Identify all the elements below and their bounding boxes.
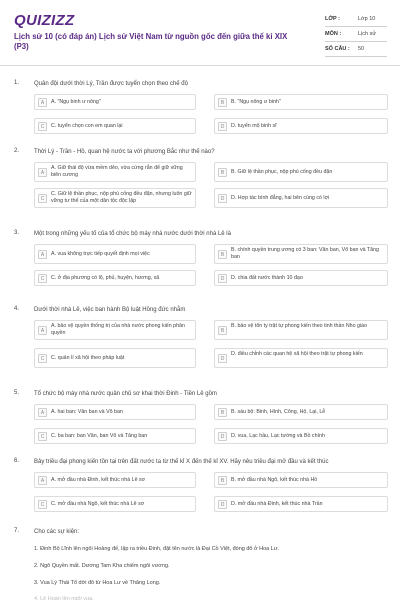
option-text: D. vua, Lạc hầu, Lạc tướng và Bồ chính: [231, 433, 325, 439]
option-text: C. mở đầu nhà Ngô, kết thúc nhà Lê sơ: [51, 501, 145, 507]
option-letter: B: [218, 168, 227, 177]
worksheet-meta: [325, 12, 387, 57]
option-c[interactable]: [34, 118, 196, 134]
meta-row-question-count: [325, 42, 387, 57]
option-text: A. vua không trực tiếp quyết định mọi việc: [51, 251, 150, 257]
option-letter: A: [38, 326, 47, 335]
option-text: C. ở địa phương có lộ, phủ, huyện, hương, xã: [51, 275, 160, 281]
meta-value: Lịch sử: [358, 31, 377, 37]
option-text: D. mở đầu nhà Đinh, kết thúc nhà Trần: [231, 501, 323, 507]
event-item: 4. Lê Hoàn lên ngôi vua.: [34, 596, 94, 600]
option-text: A. bảo vệ quyền thống trị của nhà nước phong kiến phân quyền: [51, 323, 185, 336]
option-text: D. tuyển mộ binh sĩ: [231, 123, 277, 129]
option-letter: C: [38, 274, 47, 283]
question-number: 2.: [14, 148, 20, 154]
option-c[interactable]: [34, 348, 196, 368]
question-number: 7.: [14, 528, 20, 534]
option-letter: D: [218, 354, 227, 363]
option-b[interactable]: [214, 94, 388, 110]
option-a[interactable]: [34, 94, 196, 110]
option-a[interactable]: [34, 320, 196, 340]
question-text: Bảy triều đại phong kiến tồn tại trên đất nước ta từ thế kỉ X đến thế kỉ XV. Hãy nêu triều đại mở đầu và kết thúc: [34, 459, 329, 465]
option-text: D. chia đất nước thành 10 đạo: [231, 275, 303, 281]
option-letter: C: [38, 432, 47, 441]
option-text: C. quản lí xã hội theo pháp luật: [51, 355, 125, 361]
option-letter: D: [218, 500, 227, 509]
option-text: B. "Ngụ nông ư binh": [231, 99, 281, 105]
option-c[interactable]: [34, 270, 196, 286]
question-text: Thời Lý - Trần - Hồ, quan hệ nước ta với phương Bắc như thế nào?: [34, 149, 215, 155]
option-letter: B: [218, 98, 227, 107]
option-letter: D: [218, 274, 227, 283]
option-letter: A: [38, 408, 47, 417]
question-text: Một trong những yếu tố của tổ chức bộ máy nhà nước dưới thời nhà Lê là: [34, 231, 231, 237]
option-letter: B: [218, 476, 227, 485]
option-text: B. mở đầu nhà Ngô, kết thúc nhà Hồ: [231, 477, 318, 483]
option-letter: D: [218, 432, 227, 441]
option-text: B. bảo vệ tôn ty trật tự phong kiến theo tinh thần Nho giáo: [231, 323, 368, 329]
option-letter: D: [218, 122, 227, 131]
meta-row-grade: [325, 12, 387, 27]
option-text: C. tuyển chọn con em quan lại: [51, 123, 123, 129]
quizizz-logo: QUIZIZZ: [14, 12, 75, 29]
option-d[interactable]: [214, 118, 388, 134]
option-b[interactable]: [214, 472, 388, 488]
option-text: A. "Ngụ binh ư nông": [51, 99, 101, 105]
meta-row-subject: [325, 27, 387, 42]
option-text: C. Giữ lệ thần phục, nộp phú cống đều đặn, nhưng luôn giữ vững tư thế của một dân tộc độc lập: [51, 191, 192, 204]
option-letter: B: [218, 250, 227, 259]
question-text: Quân đội dưới thời Lý, Trần được tuyển chọn theo chế độ: [34, 81, 188, 87]
option-c[interactable]: [34, 188, 196, 208]
option-b[interactable]: [214, 244, 388, 264]
option-letter: B: [218, 408, 227, 417]
meta-value: Lớp 10: [358, 16, 376, 22]
option-text: B. Giữ lệ thần phục, nộp phú cống đều đặn: [231, 169, 333, 175]
option-text: B. sáu bộ: Binh, Hình, Công, Hộ, Lại, Lễ: [231, 409, 326, 415]
option-letter: A: [38, 168, 47, 177]
option-b[interactable]: [214, 404, 388, 420]
event-item: 3. Vua Lý Thái Tổ dời đô từ Hoa Lư về Thăng Long.: [34, 580, 161, 586]
option-a[interactable]: [34, 244, 196, 264]
option-letter: C: [38, 500, 47, 509]
meta-value: 50: [358, 46, 365, 52]
option-letter: A: [38, 98, 47, 107]
question-number: 5.: [14, 390, 20, 396]
option-a[interactable]: [34, 404, 196, 420]
option-letter: A: [38, 250, 47, 259]
option-text: A. hai ban: Văn ban và Võ ban: [51, 409, 123, 415]
option-letter: A: [38, 476, 47, 485]
option-text: A. Giữ thái độ vừa mềm dẻo, vừa cứng rắn để giữ vững biên cương: [51, 165, 183, 178]
option-a[interactable]: [34, 162, 196, 182]
question-number: 4.: [14, 306, 20, 312]
option-text: B. chính quyền trung ương có 3 ban: Văn ban, Võ ban và Tăng ban: [231, 247, 379, 260]
option-text: C. ba ban: ban Văn, ban Võ và Tăng ban: [51, 433, 148, 439]
meta-label: SỐ CÂU :: [325, 46, 350, 52]
option-d[interactable]: [214, 270, 388, 286]
question-number: 3.: [14, 230, 20, 236]
option-letter: C: [38, 354, 47, 363]
question-text: Tổ chức bộ máy nhà nước quân chủ sơ khai thời Đinh - Tiền Lê gồm: [34, 391, 217, 397]
option-letter: C: [38, 122, 47, 131]
option-d[interactable]: [214, 496, 388, 512]
option-c[interactable]: [34, 496, 196, 512]
question-text: Cho các sự kiện:: [34, 529, 80, 535]
event-item: 2. Ngô Quyền mất. Dương Tam Kha chiếm ngôi vương.: [34, 563, 170, 569]
question-text: Dưới thời nhà Lê, việc ban hành Bộ luật Hồng đức nhằm: [34, 307, 186, 313]
option-text: D. điều chỉnh các quan hệ xã hội theo trật tự phong kiến: [231, 351, 363, 357]
option-d[interactable]: [214, 188, 388, 208]
worksheet-title: Lịch sử 10 (có đáp án) Lịch sử Việt Nam từ nguồn gốc đến giữa thế kỉ XIX (P3): [14, 32, 288, 51]
option-d[interactable]: [214, 348, 388, 368]
meta-label: LỚP :: [325, 16, 340, 22]
option-c[interactable]: [34, 428, 196, 444]
option-d[interactable]: [214, 428, 388, 444]
option-b[interactable]: [214, 162, 388, 182]
worksheet-header: [0, 0, 400, 66]
question-number: 6.: [14, 458, 20, 464]
question-number: 1.: [14, 80, 20, 86]
option-a[interactable]: [34, 472, 196, 488]
option-b[interactable]: [214, 320, 388, 340]
question-7: [14, 528, 388, 600]
option-letter: D: [218, 194, 227, 203]
meta-label: MÔN :: [325, 31, 342, 37]
option-letter: C: [38, 194, 47, 203]
option-text: A. mở đầu nhà Đinh, kết thúc nhà Lê sơ: [51, 477, 146, 483]
option-text: D. Hợp tác bình đẳng, hai bên cùng có lợi: [231, 195, 330, 201]
event-item: 1. Đinh Bộ Lĩnh lên ngôi Hoàng đế, lập ra triều Đinh, đặt tên nước là Đại Cồ Việt, đóng đô ở Hoa Lư.: [34, 546, 280, 552]
option-letter: B: [218, 326, 227, 335]
